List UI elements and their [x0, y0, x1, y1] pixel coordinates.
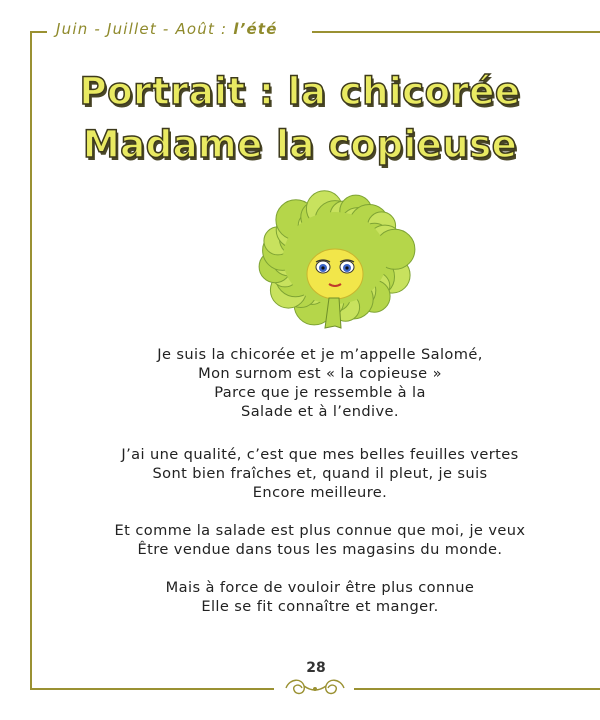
poem-line: J’ai une qualité, c’est que mes belles feuilles vertes: [121, 446, 519, 463]
poem-line: Sont bien fraîches et, quand il pleut, je suis: [152, 465, 488, 482]
frame-top-left-line: [30, 31, 47, 33]
frame-bottom-left-line: [30, 688, 274, 690]
poem-stanza-1: [40, 345, 600, 421]
page-title-line-1: Portrait : la chicorée: [79, 70, 521, 113]
poem-line: Mon surnom est « la copieuse »: [198, 365, 442, 382]
poem-stanza-3: [40, 521, 600, 559]
poem-stanza-2: [40, 445, 600, 502]
poem-stanza-4: [40, 578, 600, 616]
poem-line: Et comme la salade est plus connue que moi, je veux: [114, 522, 526, 539]
chicory-character-icon: [243, 178, 423, 338]
poem-line: Je suis la chicorée et je m’appelle Salomé,: [157, 346, 483, 363]
poem-line: Elle se fit connaître et manger.: [201, 598, 439, 615]
header-months: Juin - Juillet - Août :: [56, 20, 234, 38]
page-number: 28: [306, 660, 326, 676]
frame-top-right-line: [312, 31, 600, 33]
scroll-flourish-icon: [280, 672, 350, 698]
chicory-face: [307, 249, 363, 299]
header-season: l’été: [233, 20, 278, 38]
running-header: [56, 20, 278, 38]
poem-line: Être vendue dans tous les magasins du monde.: [137, 541, 503, 558]
poem-line: Encore meilleure.: [252, 484, 388, 501]
page-title-line-2: Madame la copieuse: [82, 123, 518, 166]
poem-line: Salade et à l’endive.: [241, 403, 399, 420]
poem-line: Mais à force de vouloir être plus connue: [165, 579, 475, 596]
frame-bottom-right-line: [354, 688, 600, 690]
poem-line: Parce que je ressemble à la: [214, 384, 426, 401]
